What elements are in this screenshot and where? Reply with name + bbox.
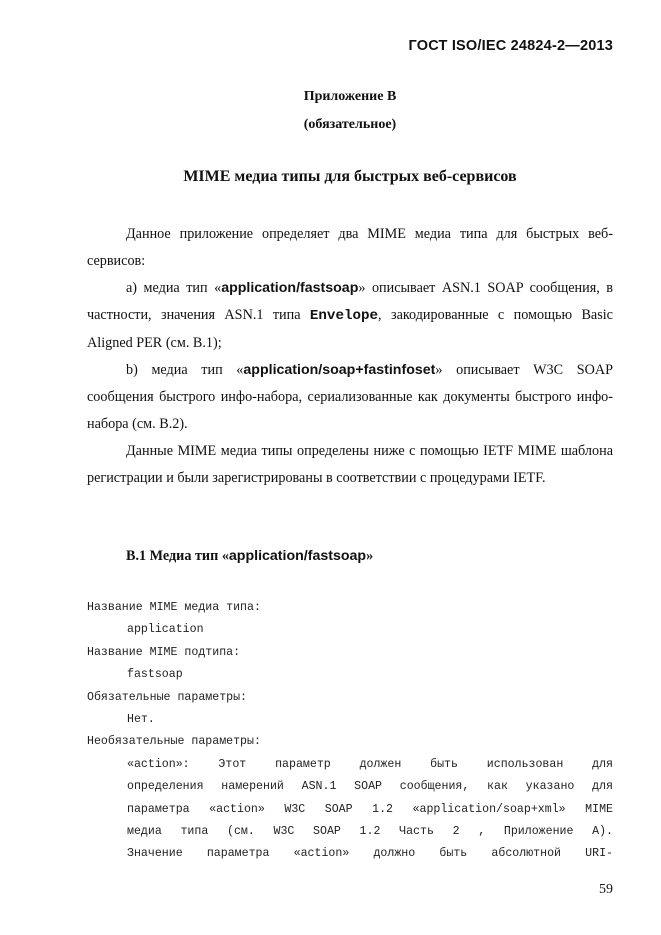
intro-paragraph: Данное приложение определяет два MIME медиа типа для быстрых веб-сервисов:: [87, 226, 613, 269]
media-type-fastsoap: application/fastsoap: [221, 280, 359, 296]
subtype-label: Название MIME подтипа:: [87, 645, 241, 659]
optional-params-line: Значение параметра «action» должно быть абсолютной URI-: [127, 847, 613, 861]
page-number: 59: [599, 882, 613, 897]
optional-params-line: «action»: Этот параметр должен быть использован для: [127, 757, 613, 771]
required-params-value: Нет.: [127, 712, 155, 726]
optional-params-line: определения намерений ASN.1 SOAP сообщения, как указано для: [127, 780, 613, 794]
required-params-label: Обязательные параметры:: [87, 690, 248, 704]
appendix-title: Приложение В: [303, 89, 397, 104]
optional-params-line: параметра «action» W3C SOAP 1.2 «application/soap+xml» MIME: [127, 802, 613, 816]
optional-params-line: медиа типа (см. W3C SOAP 1.2 Часть 2 , Приложение A).: [127, 824, 613, 838]
closing-paragraph: Данные MIME медиа типы определены ниже с помощью IETF MIME шаблона регистрации и были зарегистрированы в соответствии с процедурами IETF.: [87, 443, 613, 486]
appendix-status: (обязательное): [303, 117, 397, 132]
type-name-value: application: [127, 623, 204, 637]
appendix-heading: MIME медиа типы для быстрых веб-сервисов: [183, 168, 517, 185]
section-b1-heading: В.1 Медиа тип «application/fastsoap»: [126, 548, 374, 564]
item-a-paragraph: a) медиа тип «application/fastsoap» описывает ASN.1 SOAP сообщения, в частности, значения ASN.1 типа Envelope, закодированные с помощью Basic Aligned PER (см. В.1);: [87, 280, 613, 351]
type-name-label: Название MIME медиа типа:: [87, 601, 261, 614]
registration-template: [87, 597, 613, 866]
envelope-keyword: Envelope: [309, 308, 379, 324]
media-type-fastinfoset: application/soap+fastinfoset: [243, 362, 436, 378]
standard-header: ГОСТ ISO/IEC 24824-2—2013: [408, 38, 613, 54]
optional-params-label: Необязательные параметры:: [87, 735, 261, 749]
item-b-paragraph: b) медиа тип «application/soap+fastinfoset» описывает W3C SOAP сообщения быстрого инфо-набора, сериализованные как документы быстрого инфо-набора (см. В.2).: [87, 362, 614, 432]
body-text: [87, 221, 613, 492]
subtype-value: fastsoap: [127, 668, 183, 682]
